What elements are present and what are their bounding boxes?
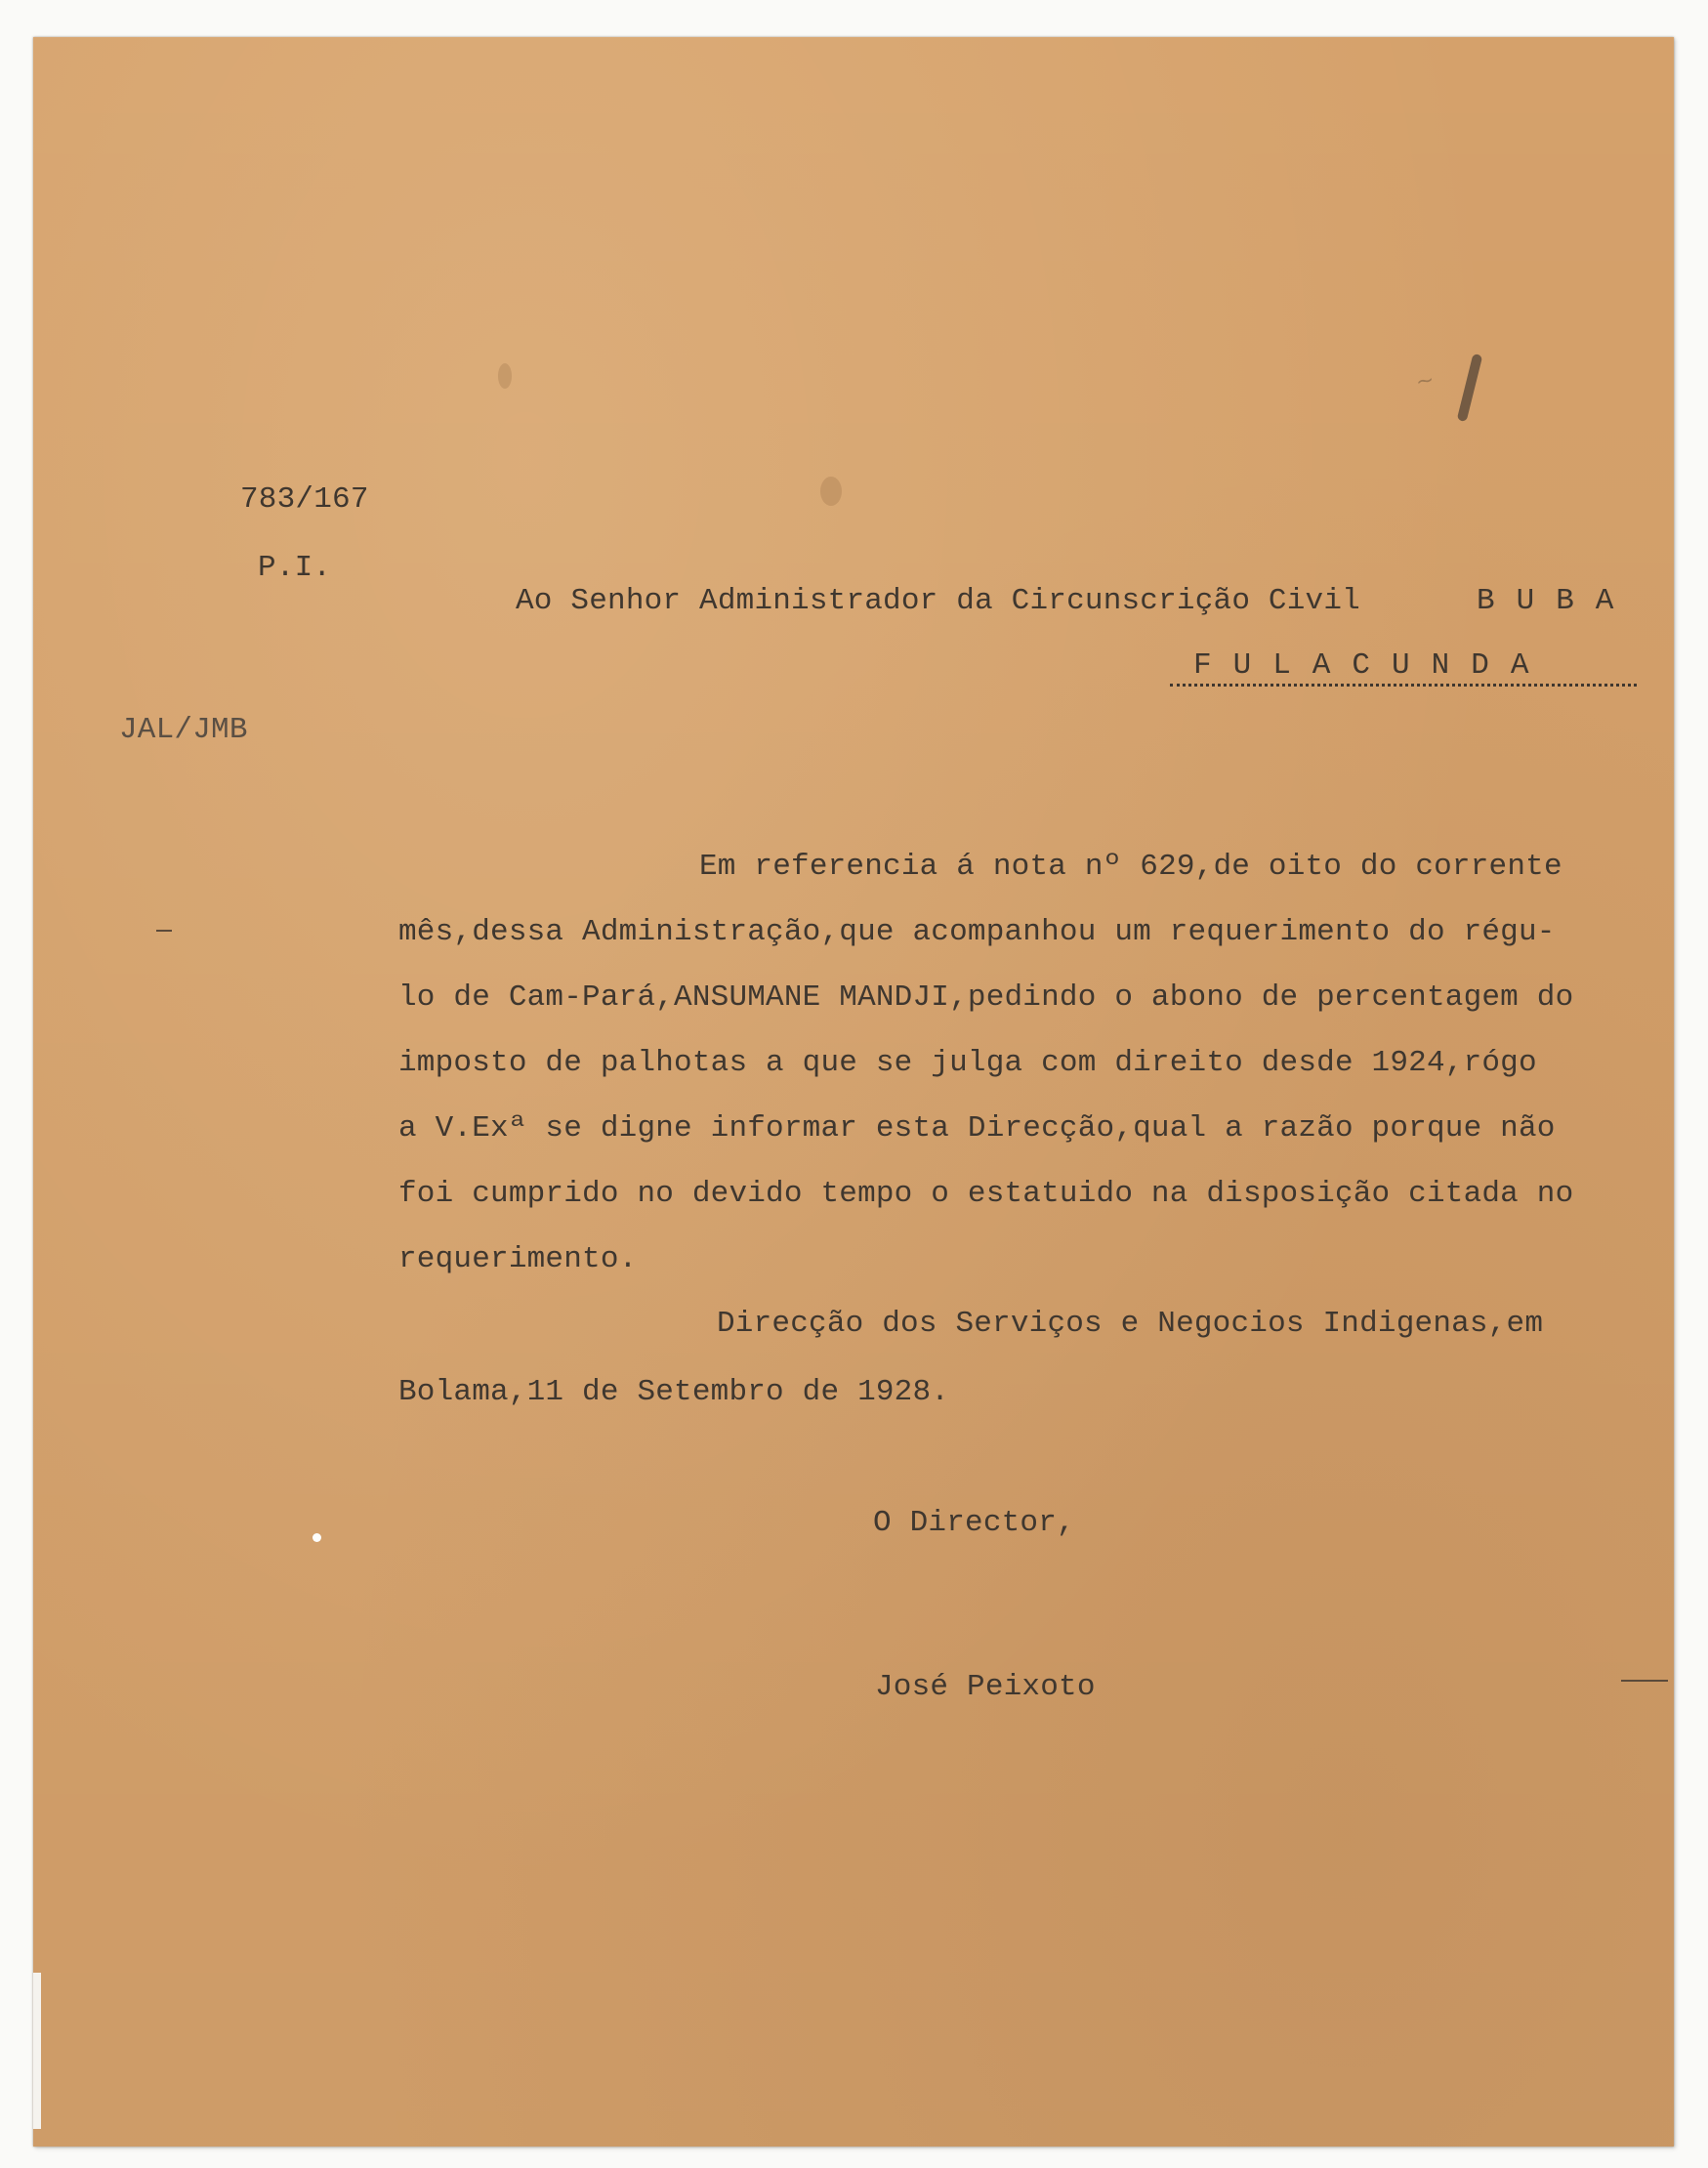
body-line: foi cumprido no devido tempo o estatuido na disposição citada no <box>398 1177 1574 1211</box>
address-underline <box>1170 684 1637 687</box>
addressee-line: Ao Senhor Administrador da Circunscrição Civil <box>516 584 1360 618</box>
body-line: requerimento. <box>398 1242 638 1276</box>
paper-sheet <box>33 37 1674 2147</box>
paper-tear <box>33 1973 41 2129</box>
reference-number: 783/167 <box>240 482 369 517</box>
place-line: Direcção dos Serviços e Negocios Indigenas,em <box>717 1307 1544 1341</box>
date-line: Bolama,11 de Setembro de 1928. <box>398 1375 950 1409</box>
body-line: lo de Cam-Pará,ANSUMANE MANDJI,pedindo o abono de percentagem do <box>398 980 1574 1015</box>
body-line: Em referencia á nota nº 629,de oito do corrente <box>699 850 1562 884</box>
ink-smudge <box>498 363 512 389</box>
body-line: imposto de palhotas a que se julga com direito desde 1924,rógo <box>398 1046 1537 1080</box>
body-line: mês,dessa Administração,que acompanhou um requerimento do régu- <box>398 915 1556 949</box>
body-line: a V.Exª se digne informar esta Direcção,qual a razão porque não <box>398 1111 1556 1146</box>
edge-mark <box>156 930 172 932</box>
signatory-name: José Peixoto <box>875 1670 1096 1704</box>
pencil-scribble: ~ <box>1413 367 1437 396</box>
edge-mark <box>1621 1680 1668 1682</box>
classification-mark: P.I. <box>258 551 332 585</box>
closing-title: O Director, <box>873 1506 1075 1540</box>
addressee-place-fulacunda: FULACUNDA <box>1193 648 1551 683</box>
pinhole <box>312 1533 321 1542</box>
typist-initials: JAL/JMB <box>119 713 248 747</box>
addressee-place-buba: BUBA <box>1477 584 1636 618</box>
ink-smudge <box>820 477 842 506</box>
